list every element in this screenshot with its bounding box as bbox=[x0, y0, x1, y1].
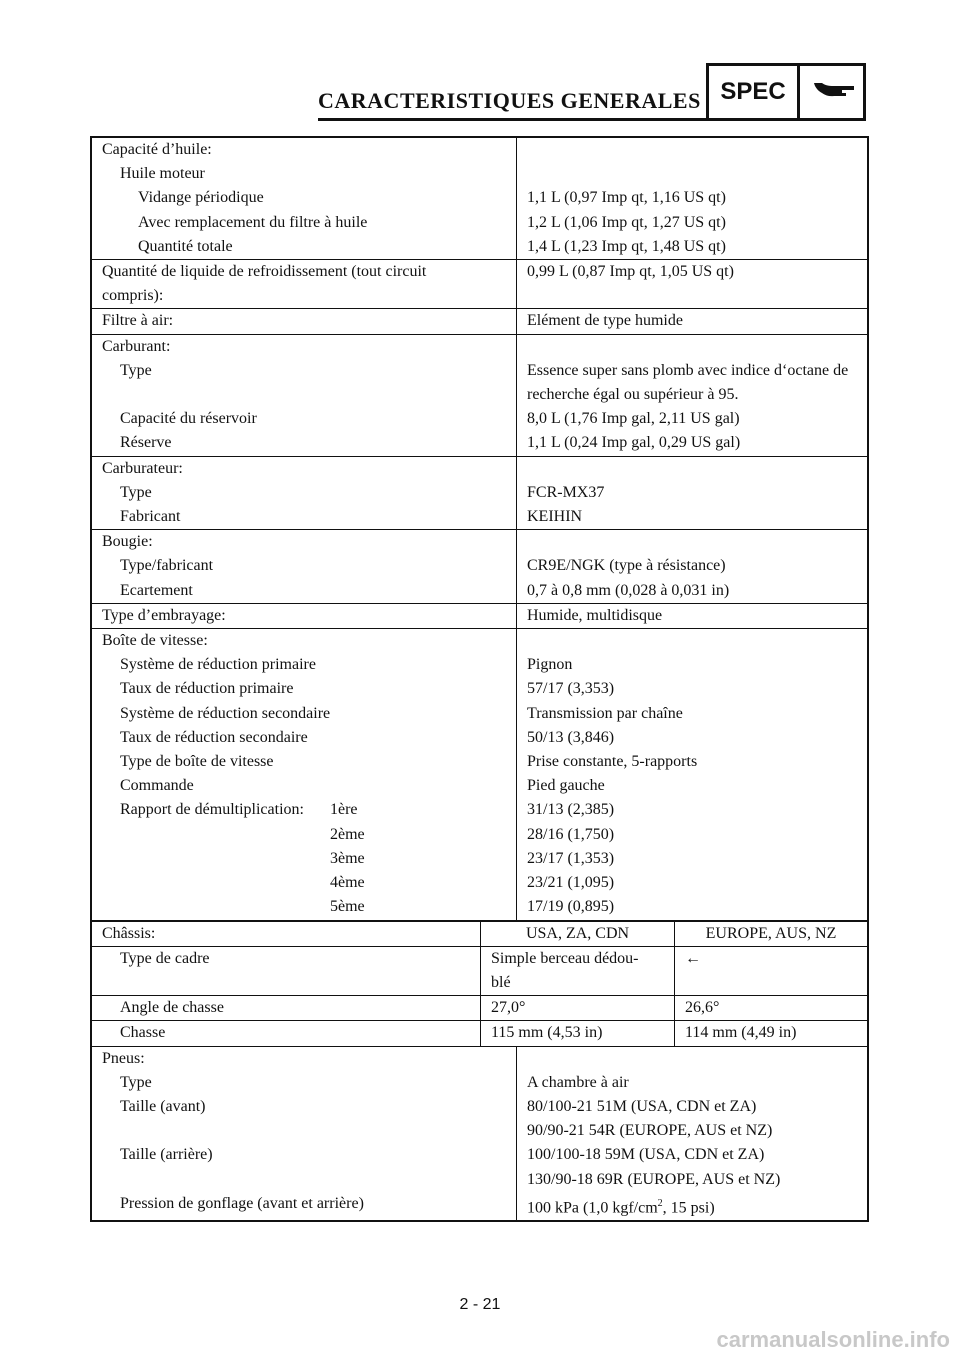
table-row bbox=[91, 677, 868, 701]
row-label: Taux de réduction primaire bbox=[91, 677, 517, 701]
header-rule bbox=[318, 118, 710, 121]
watermark: carmanualsonline.info bbox=[716, 1327, 950, 1352]
row-value: 0,99 L (0,87 Imp qt, 1,05 US qt) bbox=[517, 260, 869, 309]
table-row bbox=[91, 895, 868, 920]
row-label: Système de réduction secondaire bbox=[91, 702, 517, 726]
row-label: Capacité du réservoir bbox=[91, 407, 517, 431]
row-value: 27,0° bbox=[481, 996, 675, 1021]
row-label: Quantité de liquide de refroidissement (tout circuit compris): bbox=[91, 260, 517, 309]
table-row bbox=[91, 334, 868, 359]
row-value: 0,7 à 0,8 mm (0,028 à 0,031 in) bbox=[527, 581, 730, 599]
table-row bbox=[91, 235, 868, 260]
row-value: Pied gauche bbox=[527, 777, 605, 795]
row-label: 3ème bbox=[91, 847, 517, 871]
row-label: Rapport de démultiplication: 1ère bbox=[91, 798, 517, 822]
wrench-icon bbox=[800, 66, 863, 118]
row-value: 100/100-18 59M (USA, CDN et ZA) 130/90-18 69R (EUROPE, AUS et NZ) bbox=[527, 1146, 781, 1188]
table-row bbox=[91, 629, 868, 654]
row-value: 115 mm (4,53 in) bbox=[481, 1021, 675, 1046]
table-row bbox=[91, 847, 868, 871]
row-value: 26,6° bbox=[675, 996, 868, 1021]
table-row bbox=[91, 309, 868, 334]
row-label: 4ème bbox=[91, 871, 517, 895]
column-header: EUROPE, AUS, NZ bbox=[675, 921, 868, 946]
page-title: CARACTERISTIQUES GENERALES bbox=[318, 88, 701, 113]
table-row bbox=[91, 726, 868, 750]
table-row bbox=[91, 774, 868, 798]
row-value: FCR-MX37 bbox=[527, 483, 605, 501]
row-label: Châssis: bbox=[92, 921, 481, 946]
table-row bbox=[91, 260, 868, 309]
row-value: Simple berceau dédou- blé bbox=[481, 946, 675, 995]
table-row bbox=[91, 554, 868, 578]
row-label: Type/fabricant bbox=[91, 554, 517, 578]
row-label: Capacité d’huile: bbox=[91, 137, 517, 162]
row-value: 8,0 L (1,76 Imp gal, 2,11 US gal) bbox=[527, 410, 740, 428]
chassis-table bbox=[92, 921, 867, 1046]
table-row bbox=[91, 211, 868, 235]
table-row bbox=[91, 798, 868, 822]
table-row bbox=[91, 1046, 868, 1071]
row-label: Huile moteur bbox=[91, 162, 517, 186]
column-header: USA, ZA, CDN bbox=[481, 921, 675, 946]
row-value: Essence super sans plomb avec indice d‘octane de recherche égal ou supérieur à 95. bbox=[527, 361, 849, 404]
row-value: 114 mm (4,49 in) bbox=[675, 1021, 868, 1046]
row-value: 1,1 L (0,97 Imp qt, 1,16 US qt) bbox=[527, 189, 726, 207]
row-label: Fabricant bbox=[91, 505, 517, 530]
table-row bbox=[91, 702, 868, 726]
spec-label: SPEC bbox=[709, 66, 800, 118]
row-value: Pignon bbox=[527, 656, 573, 674]
table-row bbox=[91, 530, 868, 555]
row-value: Humide, multidisque bbox=[517, 603, 869, 628]
table-row bbox=[91, 1143, 868, 1191]
row-label: 2ème bbox=[91, 823, 517, 847]
row-label: Type d’embrayage: bbox=[91, 603, 517, 628]
row-value: A chambre à air bbox=[527, 1073, 629, 1091]
row-value: 28/16 (1,750) bbox=[527, 825, 615, 843]
row-label: Réserve bbox=[91, 431, 517, 456]
table-row bbox=[91, 359, 868, 407]
table-row bbox=[91, 871, 868, 895]
row-value: 17/19 (0,895) bbox=[527, 898, 615, 916]
table-row bbox=[91, 920, 868, 1046]
row-value: 1,4 L (1,23 Imp qt, 1,48 US qt) bbox=[527, 237, 726, 255]
row-label: Carburant: bbox=[91, 334, 517, 359]
row-label: Carburateur: bbox=[91, 456, 517, 481]
row-label: Vidange périodique bbox=[91, 186, 517, 210]
row-label: Angle de chasse bbox=[92, 996, 481, 1021]
table-row bbox=[91, 162, 868, 186]
row-label: Avec remplacement du filtre à huile bbox=[91, 211, 517, 235]
table-row bbox=[91, 823, 868, 847]
row-label: Taux de réduction secondaire bbox=[91, 726, 517, 750]
table-row bbox=[91, 653, 868, 677]
row-value: Prise constante, 5-rapports bbox=[527, 753, 698, 771]
row-label: Pneus: bbox=[91, 1046, 517, 1071]
row-value: 23/21 (1,095) bbox=[527, 874, 615, 892]
row-label: Boîte de vitesse: bbox=[91, 629, 517, 654]
table-row bbox=[91, 579, 868, 604]
row-label: Commande bbox=[91, 774, 517, 798]
row-value: 23/17 (1,353) bbox=[527, 849, 615, 867]
row-value: 31/13 (2,385) bbox=[527, 801, 615, 819]
table-row bbox=[91, 1095, 868, 1143]
table-row bbox=[91, 456, 868, 481]
row-value: 80/100-21 51M (USA, CDN et ZA) 90/90-21 54R (EUROPE, AUS et NZ) bbox=[527, 1097, 773, 1140]
row-label: Type bbox=[91, 481, 517, 505]
spec-table bbox=[90, 136, 869, 1222]
page-number: 2 - 21 bbox=[459, 1296, 501, 1313]
row-label: Type bbox=[91, 1071, 517, 1095]
row-value: ← bbox=[675, 946, 868, 995]
row-label: Filtre à air: bbox=[91, 309, 517, 334]
row-label: Quantité totale bbox=[91, 235, 517, 260]
row-label: Pression de gonflage (avant et arrière) bbox=[91, 1192, 517, 1222]
row-label: Ecartement bbox=[91, 579, 517, 604]
table-row bbox=[91, 137, 868, 162]
row-value: 57/17 (3,353) bbox=[527, 680, 615, 698]
row-label: 5ème bbox=[91, 895, 517, 920]
row-label: Type bbox=[91, 359, 517, 407]
table-row bbox=[91, 603, 868, 628]
row-value: CR9E/NGK (type à résistance) bbox=[527, 557, 726, 575]
row-value: Transmission par chaîne bbox=[527, 704, 683, 722]
row-label: Système de réduction primaire bbox=[91, 653, 517, 677]
row-value: 100 kPa (1,0 kgf/$cm^2$, 15 psi) bbox=[527, 1197, 715, 1217]
row-label: Taille (avant) bbox=[91, 1095, 517, 1143]
table-row bbox=[91, 407, 868, 431]
row-label: Type de boîte de vitesse bbox=[91, 750, 517, 774]
row-label: Taille (arrière) bbox=[91, 1143, 517, 1191]
table-row bbox=[91, 1192, 868, 1222]
table-row bbox=[91, 481, 868, 505]
row-value: 50/13 (3,846) bbox=[527, 728, 615, 746]
row-value: KEIHIN bbox=[527, 508, 583, 526]
table-row bbox=[91, 505, 868, 530]
row-value: 1,1 L (0,24 Imp gal, 0,29 US gal) bbox=[527, 434, 741, 452]
row-label: Chasse bbox=[92, 1021, 481, 1046]
table-row bbox=[91, 431, 868, 456]
row-label: Type de cadre bbox=[92, 946, 481, 995]
spec-badge bbox=[706, 63, 866, 121]
table-row bbox=[91, 750, 868, 774]
row-value: Elément de type humide bbox=[517, 309, 869, 334]
row-label: Bougie: bbox=[91, 530, 517, 555]
row-value: 1,2 L (1,06 Imp qt, 1,27 US qt) bbox=[527, 213, 726, 231]
table-row bbox=[91, 186, 868, 210]
table-row bbox=[91, 1071, 868, 1095]
